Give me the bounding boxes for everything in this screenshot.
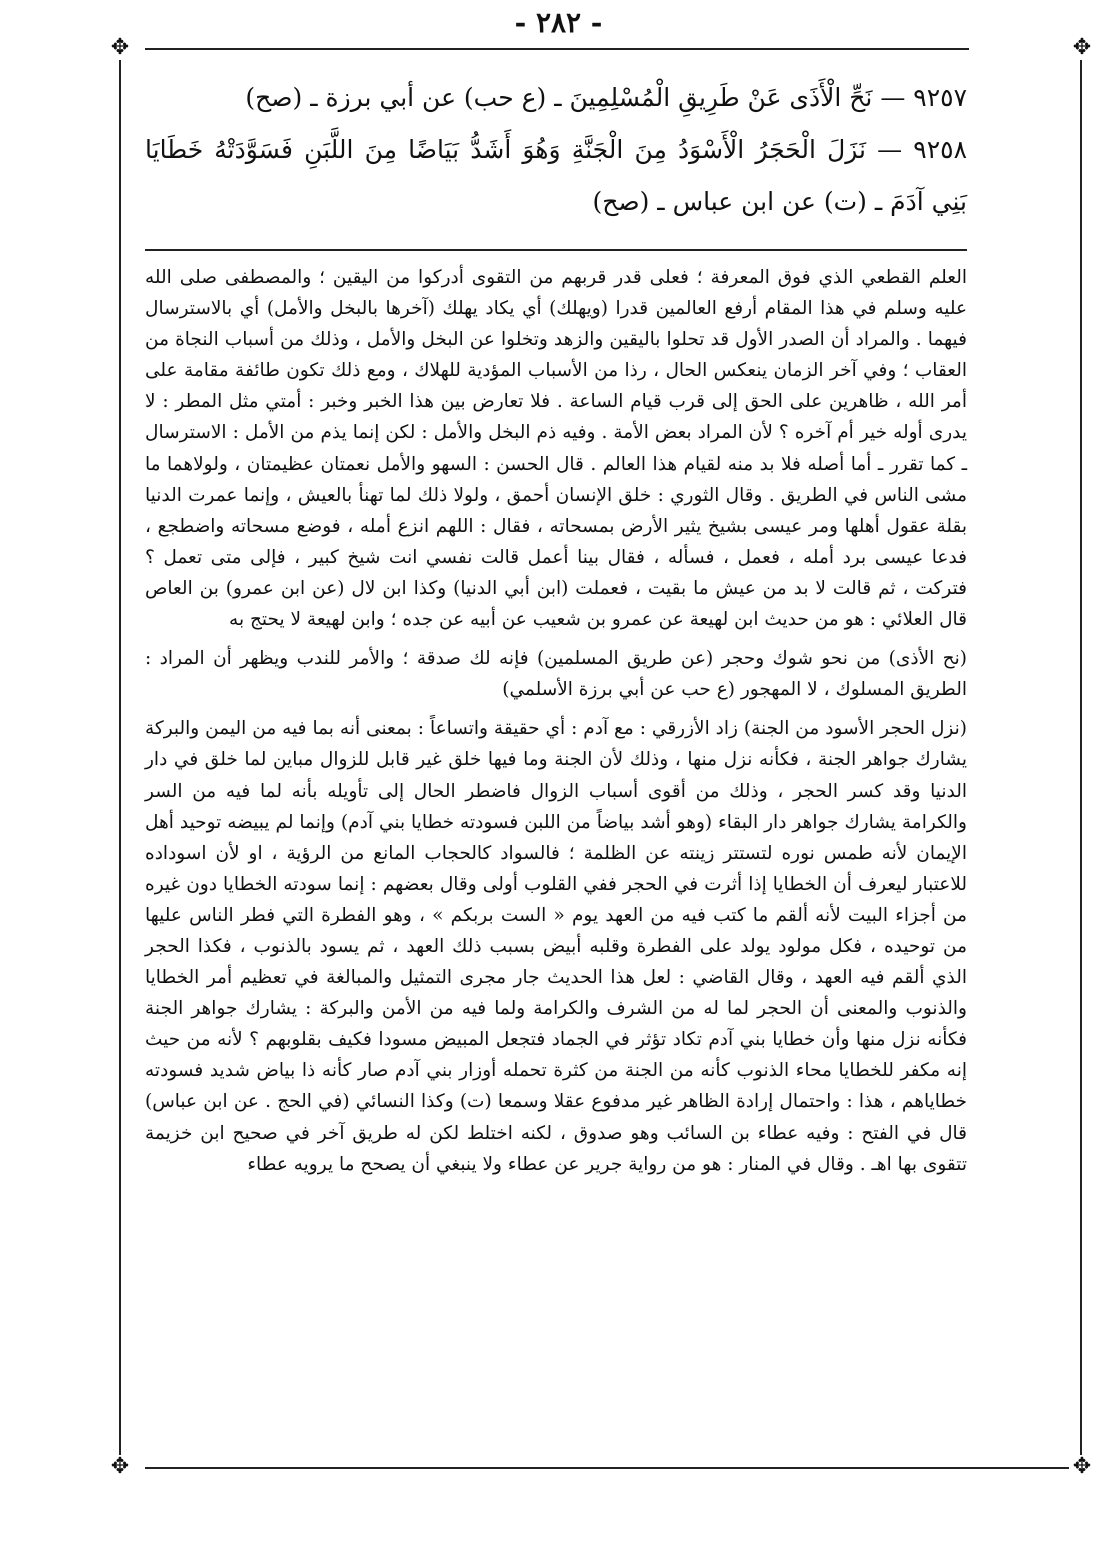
commentary-paragraph: العلم القطعي الذي فوق المعرفة ؛ فعلى قدر قربهم من التقوى أدركوا من اليقين ؛ والمصطفى صلى الله عليه وسلم في هذا المقام أرفع العالمين قدرا (ويهلك) أي يكاد يهلك (آخرها بالبخل والأمل) أي بالاسترسال فيهما . والمراد أن الصدر الأول قد تحلوا باليقين والزهد وتخلوا عن البخل والأمل ، وذلك من أسباب النجاة من العقاب ؛ وفي آخر الزمان ينعكس الحال ، رذا من الأسباب المؤدية للهلاك ، ومع ذلك تكون طائفة مقامة على أمر الله ، ظاهرين على الحق إلى قرب قيام الساعة . فلا تعارض بين هذا الخبر وخبر : أمتي مثل المطر : لا يدرى أوله خير أم آخره ؟ لأن المراد بعض الأمة . وفيه ذم البخل والأمل : لكن إنما يذم من الأمل : الاسترسال ـ كما تقرر ـ أما أصله فلا بد منه لقيام هذا العالم . قال الحسن : السهو والأمل نعمتان عظيمتان ، ولولاهما ما مشى الناس في الطريق . وقال الثوري : خلق الإنسان أحمق ، ولولا ذلك لما تهنأ بالعيش ، وإنما عمرت الدنيا بقلة عقول أهلها ومر عيسى بشيخ يثير الأرض بمسحاته ، فقال : اللهم انزع أمله ، فوضع مسحاته واضطجع ، فدعا عيسى برد أمله ، فعمل ، فسأله ، فقال بينا أعمل قالت نفسي انت شيخ كبير ، فإلى متى تعمل ؟ فتركت ، ثم قالت لا بد من عيش ما بقيت ، فعملت (ابن أبي الدنيا) وكذا ابن لال (عن ابن عمرو) بن العاص قال العلائي : هو من حديث ابن لهيعة عن عمرو بن شعيب عن أبيه عن جده ؛ وابن لهيعة لا يحتج به <box>145 267 967 631</box>
frame-top-line <box>145 48 969 50</box>
commentary-paragraph: (نح الأذى) من نحو شوك وحجر (عن طريق المسلمين) فإنه لك صدقة ؛ والأمر للندب ويظهر أن المراد : الطريق المسلوك ، لا المهجور (ع حب عن أبي برزة الأسلمي) <box>145 648 967 701</box>
commentary-paragraph: (نزل الحجر الأسود من الجنة) زاد الأزرقي : مع آدم : أي حقيقة واتساعاً : بمعنى أنه بما فيه من اليمن والبركة يشارك جواهر الجنة ، فكأنه نزل منها ، وذلك لأن الجنة وما فيها خلق غير قابل للزوال مباين لما خلق في دار الدنيا وقد كسر الحجر ، وذلك من أقوى أسباب الزوال فاضطر الحال إلى تأويله بأنه لما فيه من السر والكرامة يشارك جواهر دار البقاء (وهو أشد بياضاً من اللبن فسودته خطايا بني آدم) وإنما لم يبيضه توحيد أهل الإيمان لأنه طمس نوره لتستتر زينته عن الظلمة ؛ فالسواد كالحجاب المانع من الرؤية ، او لأن اسوداده للاعتبار ليعرف أن الخطايا إذا أثرت في الحجر ففي القلوب أولى وقال بعضهم : إنما سودته الخطايا دون غيره من أجزاء البيت لأنه ألقم ما كتب فيه من العهد يوم « الست بربكم » ، وهو الفطرة التي فطر الناس عليها من توحيده ، فكل مولود يولد على الفطرة وقلبه أبيض بسبب ذلك العهد ، ثم يسود بالذنوب ، فكذا الحجر الذي ألقم فيه العهد ، وقال القاضي : لعل هذا الحديث جار مجرى التمثيل والمبالغة في تعظيم أمر الخطايا والذنوب والمعنى أن الحجر لما له من الشرف والكرامة ولما فيه من الأمن والبركة : يشارك جواهر الجنة فكأنه نزل منها وأن خطايا بني آدم تكاد تؤثر في الجماد فتجعل المبيض مسودا فكيف بقلوبهم ؟ لأنه من حيث إنه مكفر للخطايا محاء الذنوب كأنه من الجنة من كثرة تحمله أوزار بني آدم صار كأنه ذا بياض شديد فسودته خطاياهم ، هذا : واحتمال إرادة الظاهر غير مدفوع عقلا وسمعا (ت) وكذا النسائي (في الحج . عن ابن عباس) قال في الفتح : وفيه عطاء بن السائب وهو صدوق ، لكنه اختلط لكن له طريق آخر في صحيح ابن خزيمة تتقوى بها اهـ . وقال في المنار : هو من رواية جرير عن عطاء ولا ينبغي أن يصحح ما يرويه عطاء <box>145 718 967 1175</box>
frame-bottom-line <box>145 1467 1069 1469</box>
commentary-section <box>145 262 967 1188</box>
frame-left-line <box>119 60 121 1455</box>
corner-ornament-icon: ✥ <box>110 35 130 60</box>
section-divider <box>145 249 967 251</box>
corner-ornament-icon: ✥ <box>1072 35 1092 60</box>
corner-ornament-icon: ✥ <box>110 1454 130 1479</box>
corner-ornament-icon: ✥ <box>1072 1454 1092 1479</box>
hadith-list <box>145 72 967 228</box>
hadith-entry: ٩٢٥٧ — نَحِّ الْأَذَى عَنْ طَرِيقِ الْمُسْلِمِينَ ـ (ع حب) عن أبي برزة ـ (صح) <box>245 83 967 112</box>
hadith-entry: ٩٢٥٨ — نَزَلَ الْحَجَرُ الْأَسْوَدُ مِنَ الْجَنَّةِ وَهُوَ أَشَدُّ بَيَاضًا مِنَ اللَّبَنِ فَسَوَّدَتْهُ خَطَايَا بَنِي آدَمَ ـ (ت) عن ابن عباس ـ (صح) <box>145 135 967 216</box>
page-number: - ٢٨٢ - <box>514 6 603 39</box>
frame-right-line <box>1080 60 1082 1455</box>
